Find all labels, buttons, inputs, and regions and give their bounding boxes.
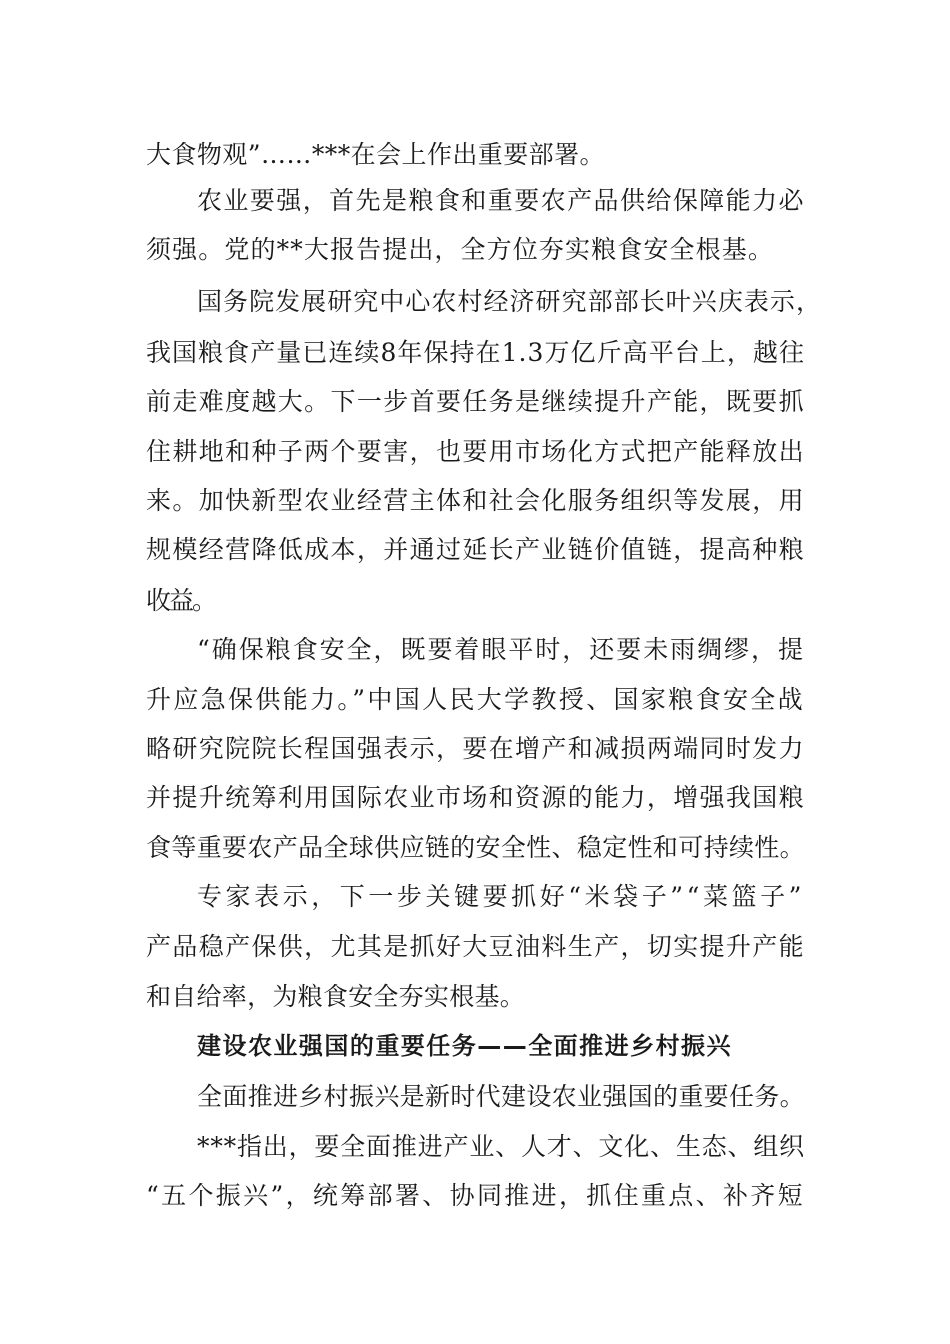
- text-line: [0, 1171, 950, 1221]
- text-line: [0, 625, 950, 675]
- text-line: [0, 922, 950, 972]
- section-heading-text: 建设农业强国的重要任务——全面推进乡村振兴: [197, 1032, 732, 1060]
- text-line-content: 专家表示，下一步关键要抓好“米袋子”“菜篮子”: [197, 882, 805, 911]
- text-line: [0, 176, 950, 226]
- text-line-content: 规模经营降低成本，并通过延长产业链价值链，提高种粮: [146, 535, 805, 564]
- text-line-content: “五个振兴”，统筹部署、协同推进，抓住重点、补齐短: [146, 1181, 805, 1210]
- text-line-content: 收益。: [146, 586, 215, 615]
- text-line-content: 须强。党的**大报告提出，全方位夯实粮食安全根基。: [146, 235, 774, 264]
- text-line: [0, 225, 950, 275]
- text-line-content: 和自给率，为粮食安全夯实根基。: [146, 982, 525, 1011]
- text-line-content: 食等重要农产品全球供应链的安全性、稳定性和可持续性。: [146, 833, 805, 862]
- text-line-content: 前走难度越大。下一步首要任务是继续提升产能，既要抓: [146, 387, 805, 416]
- text-line-content: 并提升统筹利用国际农业市场和资源的能力，增强我国粮: [146, 783, 805, 812]
- text-line-content: 国务院发展研究中心农村经济研究部部长叶兴庆表示，: [197, 287, 822, 316]
- text-line: [0, 576, 950, 626]
- text-line-content: 略研究院院长程国强表示，要在增产和减损两端同时发力: [146, 734, 805, 763]
- text-line: [0, 277, 950, 327]
- text-line: [0, 773, 950, 823]
- text-line: [0, 525, 950, 575]
- text-line: [0, 130, 950, 180]
- section-heading: [0, 1021, 950, 1071]
- text-line: [0, 427, 950, 477]
- text-line: [0, 675, 950, 725]
- text-line: [0, 328, 950, 378]
- text-line-content: 我国粮食产量已连续8年保持在1.3万亿斤高平台上，越往: [146, 338, 805, 367]
- text-line: [0, 377, 950, 427]
- text-line: [0, 872, 950, 922]
- text-line: [0, 1072, 950, 1122]
- text-line-content: 全面推进乡村振兴是新时代建设农业强国的重要任务。: [197, 1082, 805, 1111]
- text-line-content: 产品稳产保供，尤其是抓好大豆油料生产，切实提升产能: [146, 932, 805, 961]
- text-line-content: 住耕地和种子两个要害，也要用市场化方式把产能释放出: [146, 437, 805, 466]
- text-line: [0, 724, 950, 774]
- text-line-content: 大食物观”……***在会上作出重要部署。: [146, 140, 605, 169]
- text-line: [0, 823, 950, 873]
- text-line: [0, 972, 950, 1022]
- text-line: [0, 476, 950, 526]
- text-line-content: “确保粮食安全，既要着眼平时，还要未雨绸缪，提: [197, 635, 805, 664]
- text-line-content: 升应急保供能力。”中国人民大学教授、国家粮食安全战: [146, 685, 805, 714]
- text-line-content: 农业要强，首先是粮食和重要农产品供给保障能力必: [197, 186, 805, 215]
- text-line-content: 来。加快新型农业经营主体和社会化服务组织等发展，用: [146, 486, 805, 515]
- text-line-content: ***指出，要全面推进产业、人才、文化、生态、组织: [197, 1132, 805, 1161]
- text-line: [0, 1122, 950, 1172]
